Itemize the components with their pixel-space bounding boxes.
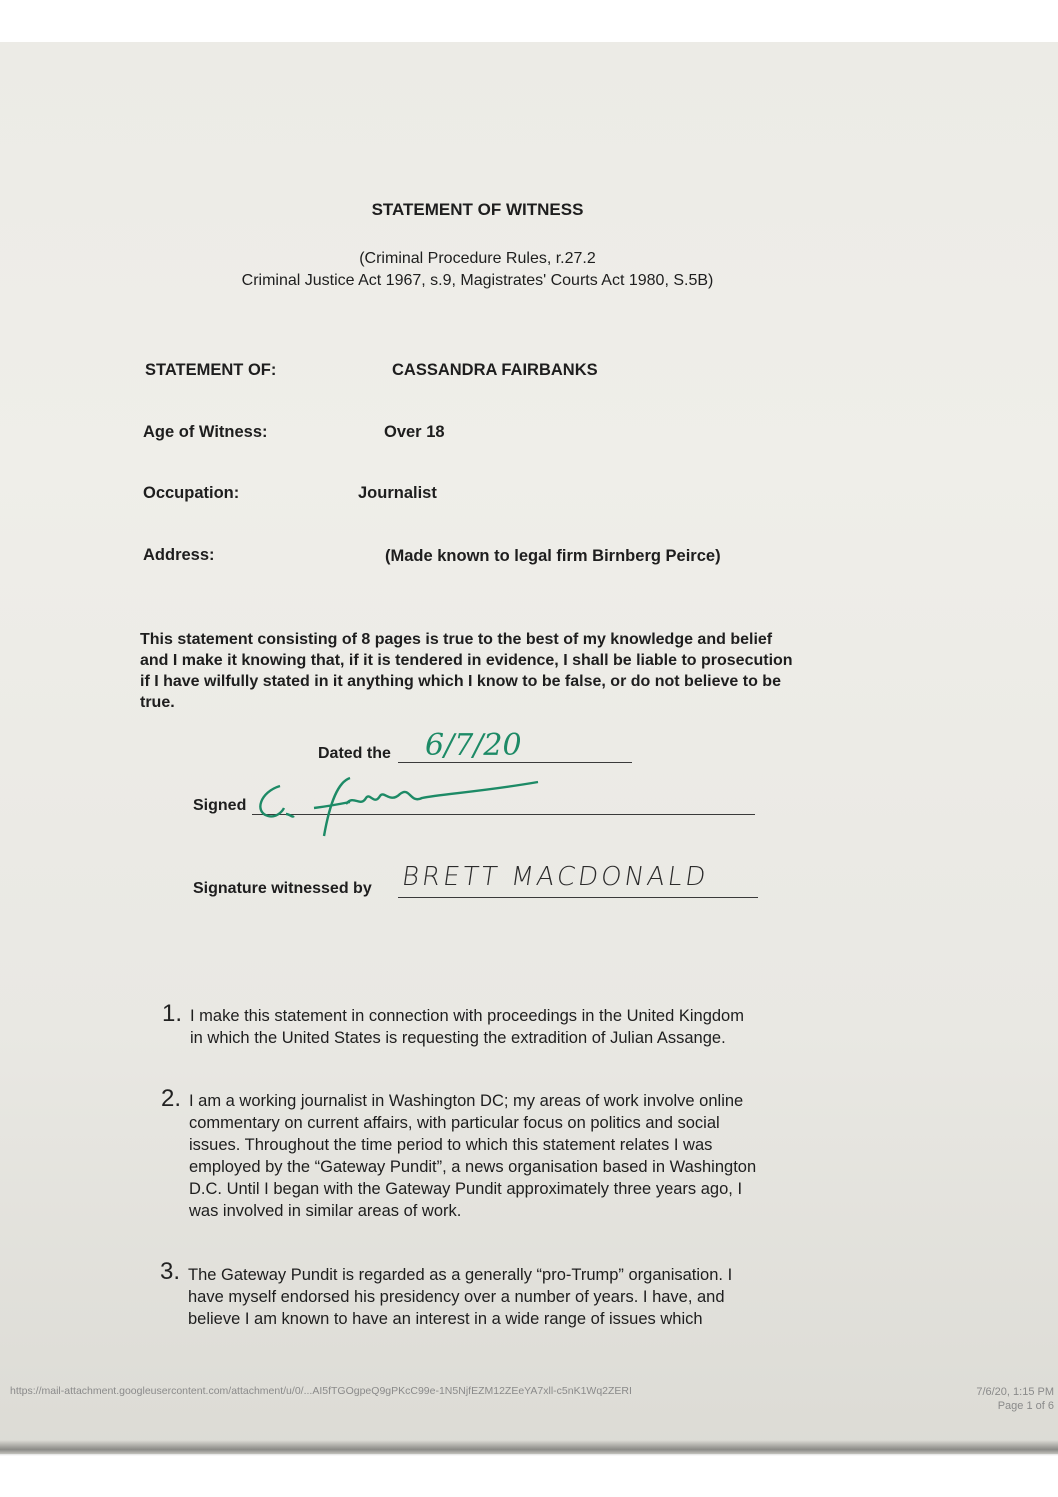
paragraph-2 xyxy=(189,1090,756,1222)
signed-label: Signed xyxy=(193,797,247,814)
statement-of-label: STATEMENT OF: xyxy=(145,361,277,379)
paragraph-line: issues. Throughout the time period to which this statement relates I was xyxy=(189,1136,713,1154)
paragraph-line: in which the United States is requesting the extradition of Julian Assange. xyxy=(190,1029,726,1047)
paragraph-line: D.C. Until I began with the Gateway Pundit approximately three years ago, I xyxy=(189,1180,743,1198)
paragraph-2-number: 2. xyxy=(161,1085,182,1112)
witnessed-line xyxy=(398,897,758,898)
age-label: Age of Witness: xyxy=(143,423,268,441)
signature-scribble xyxy=(250,772,550,842)
page-edge-shadow xyxy=(0,1440,1058,1456)
dated-handwritten: 6/7/20 xyxy=(425,728,522,763)
occupation-label: Occupation: xyxy=(143,484,240,502)
paragraph-line: I am a working journalist in Washington DC; my areas of work involve online xyxy=(189,1092,744,1110)
paragraph-line: believe I am known to have an interest in a wide range of issues which xyxy=(188,1310,703,1328)
statement-of-value: CASSANDRA FAIRBANKS xyxy=(392,361,598,379)
paragraph-line: was involved in similar areas of work. xyxy=(189,1202,462,1220)
footer-page-number: Page 1 of 6 xyxy=(997,1400,1054,1412)
footer-date: 7/6/20, 1:15 PM xyxy=(976,1386,1054,1398)
age-value: Over 18 xyxy=(384,423,445,441)
paragraph-line: employed by the “Gateway Pundit”, a news organisation based in Washington xyxy=(189,1158,757,1176)
document-subtitle-2: Criminal Justice Act 1967, s.9, Magistrates' Courts Act 1980, S.5B) xyxy=(241,272,714,289)
paragraph-line: I make this statement in connection with proceedings in the United Kingdom xyxy=(190,1007,744,1025)
footer-date-page xyxy=(948,1385,1054,1413)
footer-url[interactable]: https://mail-attachment.googleusercontent.com/attachment/u/0/...AI5fTGOgpeQ9gPKcC99e-1N5NjfEZM12ZEeYA7xll-c5nK1Wq2ZERI xyxy=(10,1385,632,1397)
witnessed-label: Signature witnessed by xyxy=(193,880,372,897)
paragraph-line: The Gateway Pundit is regarded as a generally “pro-Trump” organisation. I xyxy=(188,1266,733,1284)
occupation-value: Journalist xyxy=(358,484,437,502)
paragraph-line: commentary on current affairs, with particular focus on politics and social xyxy=(189,1114,720,1132)
document-subtitle-1: (Criminal Procedure Rules, r.27.2 xyxy=(359,250,596,267)
paragraph-line: have myself endorsed his presidency over a number of years. I have, and xyxy=(188,1288,725,1306)
witness-handwritten-name: BRETT MACDONALD xyxy=(399,862,711,892)
address-label: Address: xyxy=(143,546,215,564)
paragraph-3-number: 3. xyxy=(160,1258,181,1285)
document-title: STATEMENT OF WITNESS xyxy=(371,200,584,219)
paragraph-1 xyxy=(190,1005,744,1049)
paragraph-3 xyxy=(188,1264,732,1330)
dated-label: Dated the xyxy=(318,745,391,762)
declaration-text: This statement consisting of 8 pages is true to the best of my knowledge and belief and I make it knowing that, if it is tendered in evidence, I shall be liable to prosecution if I have wilfully stated in it anything which I know to be false, or do not believe to be true. xyxy=(140,631,793,711)
paragraph-1-number: 1. xyxy=(162,1000,183,1027)
address-value: (Made known to legal firm Birnberg Peirce) xyxy=(385,547,721,565)
